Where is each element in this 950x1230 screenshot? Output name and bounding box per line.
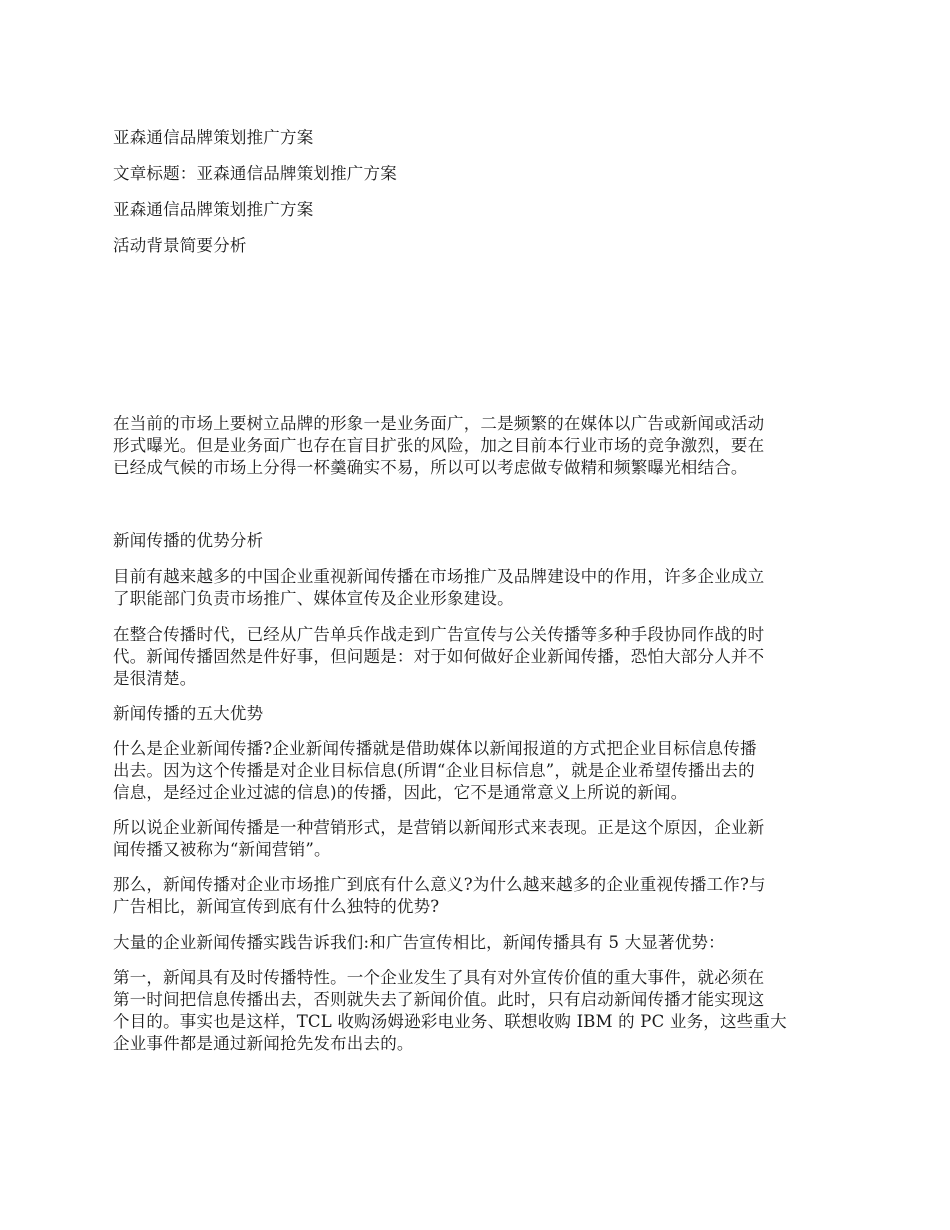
text-line: 大量的企业新闻传播实践告诉我们:和广告宣传相比，新闻传播具有 5 大显著优势： (113, 933, 725, 952)
section-heading-background: 活动背景简要分析 (113, 236, 247, 255)
text-line: 是很清楚。 (113, 669, 197, 688)
text-line: 目前有越来越多的中国企业重视新闻传播在市场推广及品牌建设中的作用，许多企业成立 (113, 567, 765, 586)
text-line: 所以说企业新闻传播是一种营销形式，是营销以新闻形式来表现。正是这个原因，企业新 (113, 818, 765, 837)
text-line: 代。新闻传播固然是件好事，但问题是：对于如何做好企业新闻传播，恐怕大部分人并不 (113, 647, 765, 666)
text-line: 在整合传播时代，已经从广告单兵作战走到广告宣传与公关传播等多种手段协同作战的时 (113, 625, 765, 644)
text-line: 第一，新闻具有及时传播特性。一个企业发生了具有对外宣传价值的重大事件，就必须在 (113, 968, 765, 987)
text-line: 个目的。事实也是这样，TCL 收购汤姆逊彩电业务、联想收购 IBM 的 PC 业务，这些重大 (113, 1012, 787, 1031)
paragraph-question (113, 874, 843, 918)
paragraph-first-advantage (113, 967, 843, 1055)
text-line: 了职能部门负责市场推广、媒体宣传及企业形象建设。 (113, 589, 514, 608)
article-title: 文章标题：亚森通信品牌策划推广方案 (113, 164, 397, 183)
text-line: 那么，新闻传播对企业市场推广到底有什么意义?为什么越来越多的企业重视传播工作?与 (113, 875, 766, 894)
text-line: 出去。因为这个传播是对企业目标信息(所谓“企业目标信息”，就是企业希望传播出去的 (113, 761, 755, 780)
section-heading-five-advantages: 新闻传播的五大优势 (113, 704, 264, 723)
paragraph-practice (113, 932, 843, 954)
text-line: 广告相比，新闻宣传到底有什么独特的优势? (113, 897, 440, 916)
text-line: 第一时间把信息传播出去，否则就失去了新闻价值。此时，只有启动新闻传播才能实现这 (113, 990, 765, 1009)
paragraph-market (113, 413, 843, 479)
text-line: 闻传播又被称为“新闻营销”。 (113, 840, 331, 859)
paragraph-marketing (113, 817, 843, 861)
text-line: 形式曝光。但是业务面广也存在盲目扩张的风险，加之目前本行业市场的竞争激烈，要在 (113, 436, 765, 455)
paragraph-what-is (113, 738, 843, 804)
text-line: 什么是企业新闻传播?企业新闻传播就是借助媒体以新闻报道的方式把企业目标信息传播 (113, 739, 757, 758)
document-subtitle: 亚森通信品牌策划推广方案 (113, 200, 314, 219)
text-line: 信息，是经过企业过滤的信息)的传播，因此，它不是通常意义上所说的新闻。 (113, 783, 688, 802)
text-line: 企业事件都是通过新闻抢先发布出去的。 (113, 1034, 414, 1053)
text-line: 已经成气候的市场上分得一杯羹确实不易，所以可以考虑做专做精和频繁曝光相结合。 (113, 458, 748, 477)
paragraph-integration (113, 624, 843, 690)
section-heading-news-advantage: 新闻传播的优势分析 (113, 531, 264, 550)
document-title: 亚森通信品牌策划推广方案 (113, 128, 314, 147)
text-line: 在当前的市场上要树立品牌的形象一是业务面广，二是频繁的在媒体以广告或新闻或活动 (113, 414, 765, 433)
paragraph-trend (113, 566, 843, 610)
